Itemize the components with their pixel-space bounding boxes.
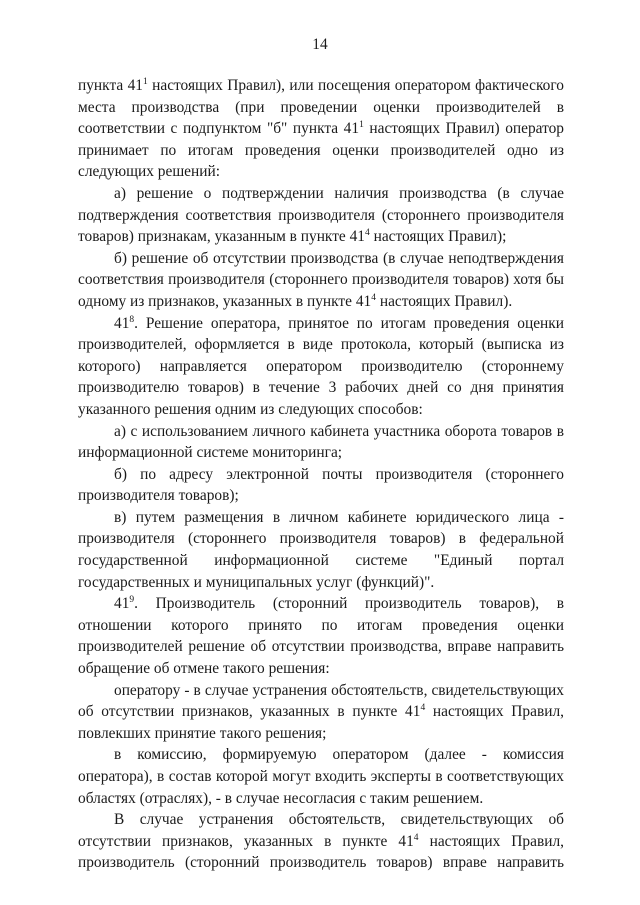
text-run: а) решение о подтверждении наличия производства (в случае подтверждения соответствия производителя (стороннего производителя товаров) признакам, указанным в пункте 41 <box>78 184 564 246</box>
document-body <box>78 75 564 874</box>
superscript: 9 <box>129 595 135 606</box>
superscript: 4 <box>365 228 370 239</box>
text-run: б) по адресу электронной почты производителя (стороннего производителя товаров); <box>78 465 564 505</box>
superscript: 4 <box>371 292 376 303</box>
text-run: настоящих Правил) оператор принимает по итогам проведения оценки производителей одно из следующих решений: <box>78 120 564 181</box>
superscript: 1 <box>142 77 148 87</box>
text-run: настоящих Правил). <box>375 292 513 310</box>
paragraph <box>78 744 564 809</box>
paragraph <box>78 183 564 248</box>
paragraph <box>78 313 564 421</box>
text-run: б) решение об отсутствии производства (в случае неподтверждения соответствия производителя (стороннего производителя товаров) хотя бы одному из признаков, указанных в пункте 41 <box>78 249 564 310</box>
paragraph <box>78 593 564 679</box>
paragraph <box>78 464 564 507</box>
text-run: пункта 41 <box>78 77 143 94</box>
text-run: а) с использованием личного кабинета участника оборота товаров в информационной системе мониторинга; <box>78 422 564 462</box>
page-number: 14 <box>312 36 328 53</box>
text-run: 41 <box>114 314 130 332</box>
text-run: 41 <box>114 595 130 613</box>
superscript: 4 <box>420 703 426 714</box>
text-run: в) путем размещения в личном кабинете юридического лица - производителя (стороннего производителя товаров) в федеральной государственной информационной системе "Единый портал государственных и муниципальных услуг (функций)". <box>78 508 564 591</box>
text-run: настоящих Правил, повлекших принятие такого решения; <box>78 703 564 742</box>
paragraph <box>78 809 564 874</box>
text-run: в комиссию, формируемую оператором (далее - комиссия оператора), в состав которой могут входить эксперты в соответствующих областях (отраслях), - в случае несогласия с таким решением. <box>78 746 564 807</box>
paragraph <box>78 75 564 183</box>
superscript: 8 <box>129 314 135 325</box>
paragraph <box>78 248 564 313</box>
text-run: В случае устранения обстоятельств, свидетельствующих об отсутствии признаков, указанных в пункте 41 <box>78 811 564 850</box>
text-run: . Решение оператора, принятое по итогам проведения оценки производителей, оформляется в виде протокола, который (выписка из которого) направляется оператором производителю (стороннему производителю товаров) в течение 3 рабочих дней со дня принятия указанного решения одним из следующих способов: <box>78 314 564 418</box>
superscript: 4 <box>413 832 419 843</box>
text-run: настоящих Правил), или посещения оператором фактического места производства (при проведении оценки производителей в соответствии с подпунктом "б" пункта 41 <box>78 77 564 138</box>
text-run: настоящих Правил, производитель (сторонний производитель товаров) вправе направить <box>78 832 564 872</box>
text-run: . Производитель (сторонний производитель товаров), в отношении которого принято по итогам проведения оценки производителей решение об отсутствии производства, вправе направить обращение об отмене такого решения: <box>78 595 564 678</box>
text-run: настоящих Правил); <box>369 228 507 246</box>
paragraph <box>78 680 564 745</box>
text-run: оператору - в случае устранения обстоятельств, свидетельствующих об отсутствии признаков, указанных в пункте 41 <box>78 681 564 721</box>
superscript: 1 <box>359 120 364 131</box>
paragraph <box>78 421 564 464</box>
paragraph <box>78 507 564 593</box>
